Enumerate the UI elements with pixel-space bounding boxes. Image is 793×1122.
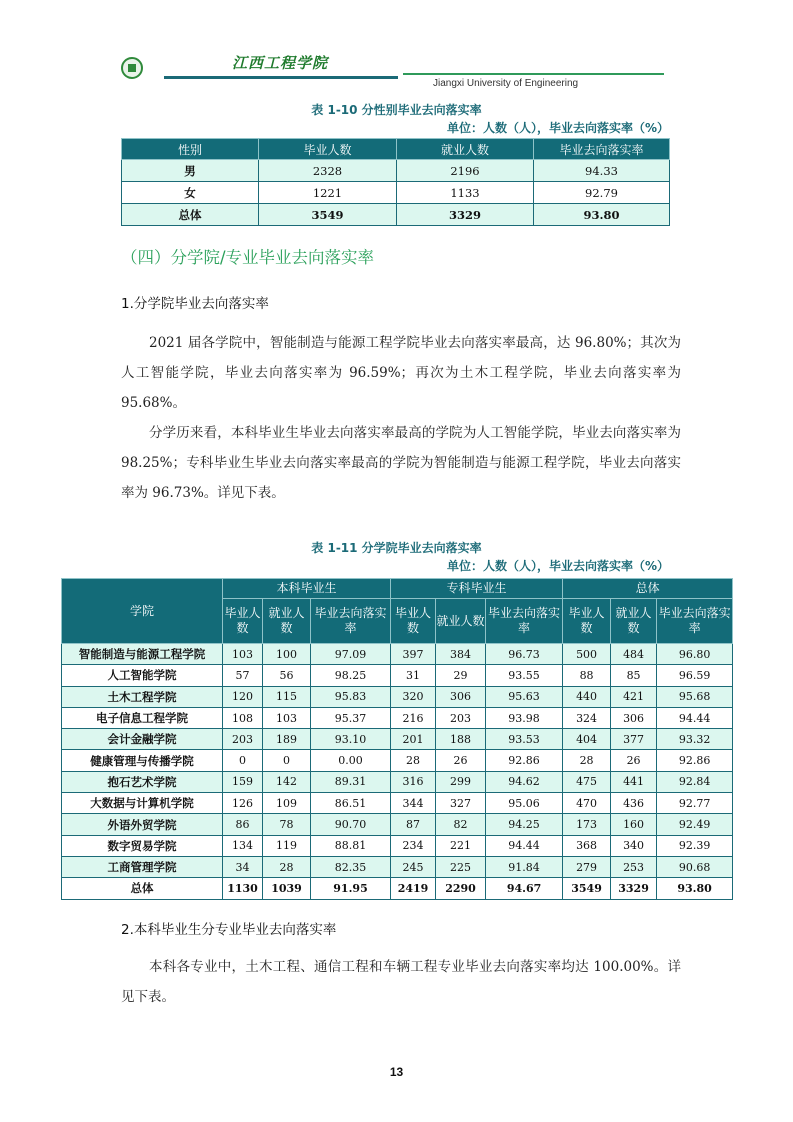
table-cell: 96.73 bbox=[486, 644, 563, 665]
subcolumn-header: 毕业去向落实率 bbox=[657, 599, 733, 644]
subcolumn-header: 毕业人数 bbox=[223, 599, 263, 644]
table-cell: 95.37 bbox=[311, 707, 391, 728]
table-row bbox=[62, 814, 733, 835]
table-cell: 28 bbox=[563, 750, 611, 771]
table2-caption: 表 1-11 分学院毕业去向落实率 bbox=[311, 541, 482, 555]
table-cell: 90.70 bbox=[311, 814, 391, 835]
table-cell: 87 bbox=[391, 814, 436, 835]
column-header: 毕业人数 bbox=[259, 139, 397, 160]
college-name-cell: 健康管理与传播学院 bbox=[62, 750, 223, 771]
table-cell: 0 bbox=[223, 750, 263, 771]
table-cell: 142 bbox=[263, 771, 311, 792]
college-name-cell: 电子信息工程学院 bbox=[62, 707, 223, 728]
table-cell: 188 bbox=[436, 729, 486, 750]
table-cell: 324 bbox=[563, 707, 611, 728]
subcolumn-header: 毕业人数 bbox=[391, 599, 436, 644]
subcolumn-header: 毕业去向落实率 bbox=[311, 599, 391, 644]
subcolumn-header: 毕业人数 bbox=[563, 599, 611, 644]
group-header-junior-college: 专科毕业生 bbox=[391, 579, 563, 599]
table-cell: 119 bbox=[263, 835, 311, 856]
college-name-cell: 抱石艺术学院 bbox=[62, 771, 223, 792]
table-cell: 103 bbox=[223, 644, 263, 665]
row-label-cell: 女 bbox=[122, 182, 259, 204]
table-cell: 95.68 bbox=[657, 686, 733, 707]
table-row bbox=[62, 856, 733, 877]
table-cell: 245 bbox=[391, 856, 436, 877]
table-cell: 26 bbox=[611, 750, 657, 771]
table-row bbox=[62, 793, 733, 814]
table-cell: 82.35 bbox=[311, 856, 391, 877]
table-cell: 201 bbox=[391, 729, 436, 750]
page-number: 13 bbox=[389, 1065, 404, 1079]
table-group-header-row bbox=[62, 579, 733, 599]
table-cell: 1221 bbox=[259, 182, 397, 204]
row-label-cell: 男 bbox=[122, 160, 259, 182]
paragraph-2: 分学历来看，本科毕业生毕业去向落实率最高的学院为人工智能学院，毕业去向落实率为 98.25%；专科毕业生毕业去向落实率最高的学院为智能制造与能源工程学院，毕业去向落实率为 96.73%。详见下表。 bbox=[121, 425, 681, 501]
table2-unit: 单位：人数（人），毕业去向落实率（%） bbox=[446, 559, 669, 573]
group-header-overall: 总体 bbox=[563, 579, 733, 599]
header-rule-green bbox=[403, 73, 664, 75]
table-row bbox=[62, 729, 733, 750]
college-name-cell: 会计金融学院 bbox=[62, 729, 223, 750]
table-cell: 0.00 bbox=[311, 750, 391, 771]
table-row bbox=[122, 182, 670, 204]
paragraph-1: 2021 届各学院中，智能制造与能源工程学院毕业去向落实率最高，达 96.80%；其次为人工智能学院，毕业去向落实率为 96.59%；再次为土木工程学院，毕业去向落实率为 95.68%。 bbox=[121, 335, 681, 411]
table-cell: 78 bbox=[263, 814, 311, 835]
subcolumn-header: 就业人数 bbox=[436, 599, 486, 644]
table-cell: 126 bbox=[223, 793, 263, 814]
subcolumn-header: 就业人数 bbox=[611, 599, 657, 644]
table-cell: 159 bbox=[223, 771, 263, 792]
table-cell: 327 bbox=[436, 793, 486, 814]
table-cell: 2196 bbox=[397, 160, 534, 182]
table-cell: 93.80 bbox=[534, 204, 670, 226]
table-cell: 88.81 bbox=[311, 835, 391, 856]
table-cell: 115 bbox=[263, 686, 311, 707]
column-header: 毕业去向落实率 bbox=[534, 139, 670, 160]
table-cell: 82 bbox=[436, 814, 486, 835]
table-cell: 34 bbox=[223, 856, 263, 877]
table-cell: 28 bbox=[263, 856, 311, 877]
table-cell: 279 bbox=[563, 856, 611, 877]
table-row bbox=[62, 835, 733, 856]
table-cell: 92.39 bbox=[657, 835, 733, 856]
table-cell: 306 bbox=[436, 686, 486, 707]
table-cell: 470 bbox=[563, 793, 611, 814]
table-cell: 2290 bbox=[436, 878, 486, 899]
table-cell: 436 bbox=[611, 793, 657, 814]
table-cell: 103 bbox=[263, 707, 311, 728]
table-cell: 221 bbox=[436, 835, 486, 856]
table-cell: 85 bbox=[611, 665, 657, 686]
table1-caption: 表 1-10 分性别毕业去向落实率 bbox=[311, 103, 482, 117]
table-cell: 96.59 bbox=[657, 665, 733, 686]
table-cell: 108 bbox=[223, 707, 263, 728]
college-name-cell: 智能制造与能源工程学院 bbox=[62, 644, 223, 665]
college-column-header: 学院 bbox=[62, 579, 223, 644]
table-cell: 93.53 bbox=[486, 729, 563, 750]
table-row bbox=[62, 686, 733, 707]
table-cell: 93.55 bbox=[486, 665, 563, 686]
table-cell: 120 bbox=[223, 686, 263, 707]
table-cell: 189 bbox=[263, 729, 311, 750]
table-cell: 377 bbox=[611, 729, 657, 750]
table-cell: 368 bbox=[563, 835, 611, 856]
table-cell: 306 bbox=[611, 707, 657, 728]
group-header-undergraduate: 本科毕业生 bbox=[223, 579, 391, 599]
table-cell: 86 bbox=[223, 814, 263, 835]
table-cell: 1130 bbox=[223, 878, 263, 899]
subsection-heading-2: 2.本科毕业生分专业毕业去向落实率 bbox=[121, 922, 337, 938]
table-cell: 173 bbox=[563, 814, 611, 835]
table-cell: 86.51 bbox=[311, 793, 391, 814]
table-cell: 94.67 bbox=[486, 878, 563, 899]
table-cell: 93.98 bbox=[486, 707, 563, 728]
table-cell: 203 bbox=[436, 707, 486, 728]
college-name-cell: 外语外贸学院 bbox=[62, 814, 223, 835]
table-cell: 234 bbox=[391, 835, 436, 856]
table-cell: 253 bbox=[611, 856, 657, 877]
table-header-row bbox=[122, 139, 670, 160]
table-cell: 404 bbox=[563, 729, 611, 750]
table-cell: 203 bbox=[223, 729, 263, 750]
table-cell: 3329 bbox=[397, 204, 534, 226]
table-cell: 1133 bbox=[397, 182, 534, 204]
university-name-calligraphy: 江西工程学院 bbox=[232, 54, 329, 72]
table-cell: 316 bbox=[391, 771, 436, 792]
table-cell: 92.49 bbox=[657, 814, 733, 835]
table-cell: 94.25 bbox=[486, 814, 563, 835]
table-cell: 344 bbox=[391, 793, 436, 814]
section-heading: （四）分学院/专业毕业去向落实率 bbox=[121, 248, 375, 267]
table-cell: 1039 bbox=[263, 878, 311, 899]
table-cell: 98.25 bbox=[311, 665, 391, 686]
table-cell: 57 bbox=[223, 665, 263, 686]
row-label-cell: 总体 bbox=[122, 204, 259, 226]
table-cell: 216 bbox=[391, 707, 436, 728]
table-cell: 28 bbox=[391, 750, 436, 771]
table-cell: 90.68 bbox=[657, 856, 733, 877]
table-cell: 94.44 bbox=[486, 835, 563, 856]
subcolumn-header: 就业人数 bbox=[263, 599, 311, 644]
table-cell: 91.95 bbox=[311, 878, 391, 899]
table-cell: 440 bbox=[563, 686, 611, 707]
subcolumn-header: 毕业去向落实率 bbox=[486, 599, 563, 644]
table-cell: 94.44 bbox=[657, 707, 733, 728]
table-cell: 3549 bbox=[259, 204, 397, 226]
table-row bbox=[122, 204, 670, 226]
table-cell: 93.80 bbox=[657, 878, 733, 899]
table-cell: 26 bbox=[436, 750, 486, 771]
table-cell: 320 bbox=[391, 686, 436, 707]
table-cell: 134 bbox=[223, 835, 263, 856]
gender-rate-table bbox=[121, 138, 670, 226]
column-header: 就业人数 bbox=[397, 139, 534, 160]
table-cell: 92.79 bbox=[534, 182, 670, 204]
table-cell: 421 bbox=[611, 686, 657, 707]
column-header: 性别 bbox=[122, 139, 259, 160]
table-cell: 92.77 bbox=[657, 793, 733, 814]
table-cell: 100 bbox=[263, 644, 311, 665]
table-row bbox=[62, 878, 733, 899]
table-cell: 97.09 bbox=[311, 644, 391, 665]
table-cell: 92.86 bbox=[657, 750, 733, 771]
university-name-english: Jiangxi University of Engineering bbox=[433, 78, 579, 89]
table-cell: 94.62 bbox=[486, 771, 563, 792]
table-cell: 0 bbox=[263, 750, 311, 771]
college-name-cell: 土木工程学院 bbox=[62, 686, 223, 707]
college-name-cell: 总体 bbox=[62, 878, 223, 899]
table-cell: 397 bbox=[391, 644, 436, 665]
header-rule-blue bbox=[164, 76, 398, 79]
table-row bbox=[62, 750, 733, 771]
table-cell: 92.86 bbox=[486, 750, 563, 771]
college-name-cell: 工商管理学院 bbox=[62, 856, 223, 877]
table-cell: 2328 bbox=[259, 160, 397, 182]
table-cell: 225 bbox=[436, 856, 486, 877]
college-name-cell: 数字贸易学院 bbox=[62, 835, 223, 856]
table-cell: 475 bbox=[563, 771, 611, 792]
table-cell: 160 bbox=[611, 814, 657, 835]
table-cell: 441 bbox=[611, 771, 657, 792]
table-row bbox=[62, 771, 733, 792]
table-cell: 93.10 bbox=[311, 729, 391, 750]
table-row bbox=[62, 644, 733, 665]
table-cell: 340 bbox=[611, 835, 657, 856]
table-cell: 299 bbox=[436, 771, 486, 792]
table-cell: 92.84 bbox=[657, 771, 733, 792]
university-seal-logo bbox=[121, 57, 143, 79]
table-cell: 56 bbox=[263, 665, 311, 686]
college-rate-table bbox=[61, 578, 733, 900]
table-cell: 95.83 bbox=[311, 686, 391, 707]
table-row bbox=[62, 665, 733, 686]
college-name-cell: 大数据与计算机学院 bbox=[62, 793, 223, 814]
table-row bbox=[122, 160, 670, 182]
paragraph-3: 本科各专业中，土木工程、通信工程和车辆工程专业毕业去向落实率均达 100.00%。详见下表。 bbox=[121, 959, 681, 1005]
table-cell: 89.31 bbox=[311, 771, 391, 792]
table-cell: 2419 bbox=[391, 878, 436, 899]
table-cell: 109 bbox=[263, 793, 311, 814]
table-cell: 484 bbox=[611, 644, 657, 665]
subsection-heading-1: 1.分学院毕业去向落实率 bbox=[121, 296, 269, 312]
table-cell: 31 bbox=[391, 665, 436, 686]
table-cell: 93.32 bbox=[657, 729, 733, 750]
table-cell: 3549 bbox=[563, 878, 611, 899]
college-name-cell: 人工智能学院 bbox=[62, 665, 223, 686]
table-cell: 91.84 bbox=[486, 856, 563, 877]
table1-unit: 单位：人数（人），毕业去向落实率（%） bbox=[446, 121, 669, 135]
table-cell: 95.06 bbox=[486, 793, 563, 814]
table-cell: 29 bbox=[436, 665, 486, 686]
table-cell: 88 bbox=[563, 665, 611, 686]
table-cell: 384 bbox=[436, 644, 486, 665]
table-cell: 96.80 bbox=[657, 644, 733, 665]
table-cell: 3329 bbox=[611, 878, 657, 899]
table-cell: 500 bbox=[563, 644, 611, 665]
table-cell: 95.63 bbox=[486, 686, 563, 707]
table-row bbox=[62, 707, 733, 728]
table-cell: 94.33 bbox=[534, 160, 670, 182]
